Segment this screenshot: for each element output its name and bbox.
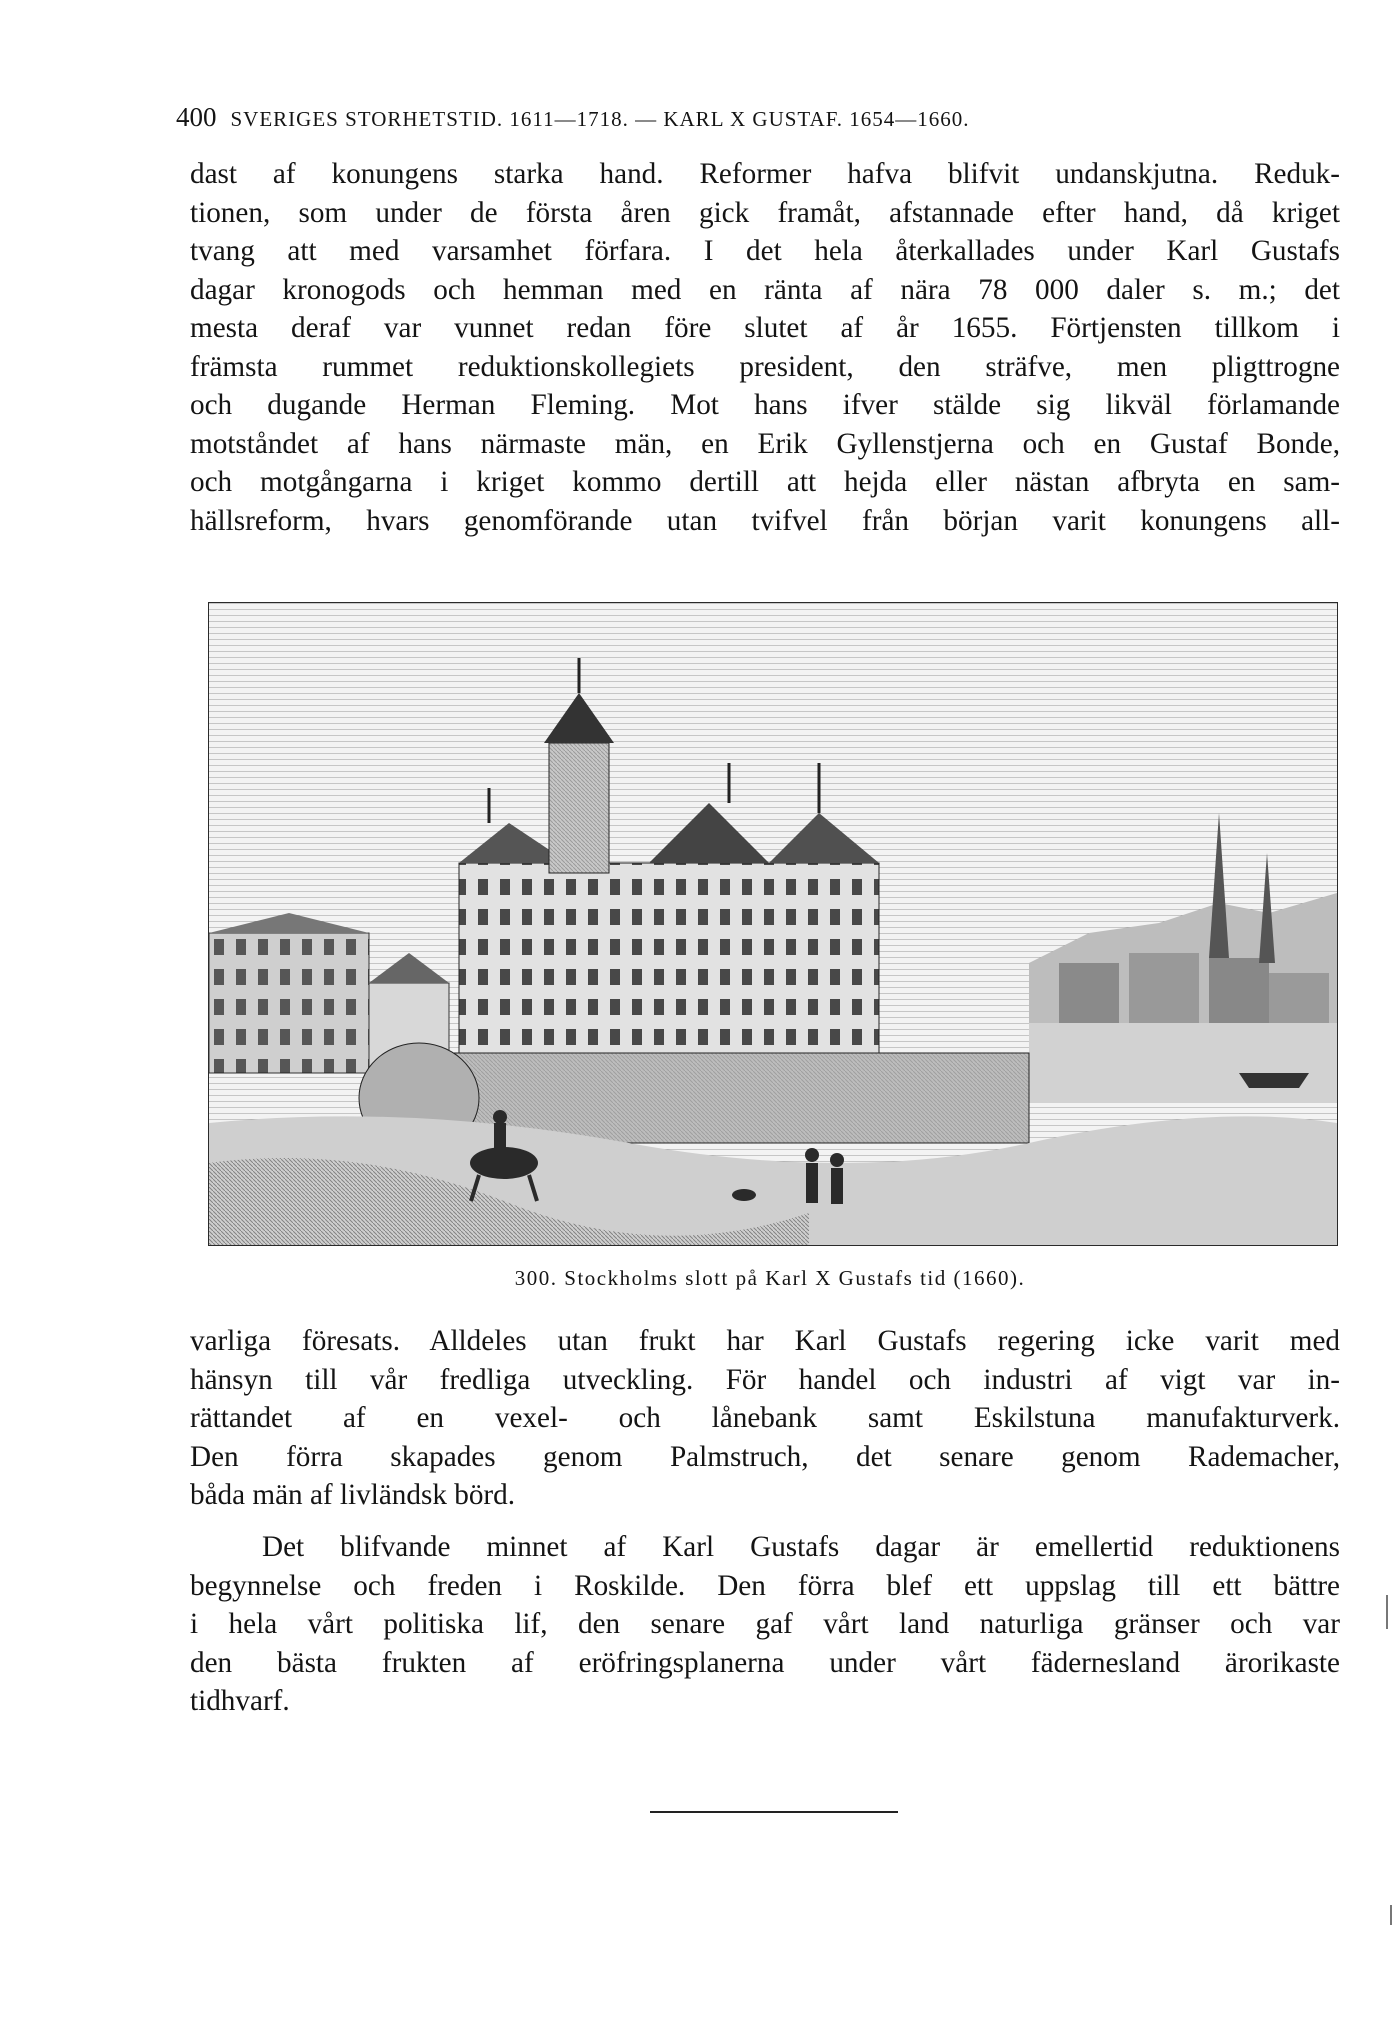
text-line: Den förra skapades genom Palmstruch, det senare genom Rademacher, <box>190 1440 1340 1473</box>
text-line: båda män af livländsk börd. <box>190 1479 516 1511</box>
paragraph-2 <box>190 1322 1340 1515</box>
text-line: och dugande Herman Fleming. Mot hans ifver stälde sig likväl förlamande <box>190 389 1340 421</box>
scan-margin-mark <box>1386 1595 1388 1629</box>
text-line: tionen, som under de första åren gick framåt, afstannade efter hand, då kriget <box>190 196 1340 229</box>
water <box>1029 1023 1337 1103</box>
text-line: tvang att med varsamhet förfara. I det hela återkallades under Karl Gustafs <box>190 235 1340 267</box>
text-line: varliga föresats. Alldeles utan frukt har Karl Gustafs regering icke varit med <box>190 1325 1340 1357</box>
text-line: dagar kronogods och hemman med en ränta af nära 78 000 daler s. m.; det <box>190 273 1340 306</box>
text-line: mesta deraf var vunnet redan före slutet af år 1655. Förtjensten tillkom i <box>190 312 1340 344</box>
text-line: dast af konungens starka hand. Reformer hafva blifvit undanskjutna. Reduk- <box>190 158 1340 190</box>
engraving-drawing <box>209 603 1337 1245</box>
text-line: hänsyn till vår fredliga utveckling. För handel och industri af vigt var in- <box>190 1363 1340 1396</box>
text-line: tidhvarf. <box>190 1685 290 1717</box>
text-line: hällsreform, hvars genomförande utan tvifvel från början varit konungens all- <box>190 504 1340 537</box>
text-line: Det blifvande minnet af Karl Gustafs dagar är emellertid reduktionens <box>262 1531 1340 1563</box>
text-line: i hela vårt politiska lif, den senare gaf vårt land naturliga gränser och var <box>190 1608 1340 1640</box>
paragraph-3 <box>190 1528 1340 1721</box>
text-line: rättandet af en vexel- och lånebank samt Eskilstuna manufakturverk. <box>190 1402 1340 1434</box>
section-end-rule <box>650 1811 898 1813</box>
text-line: den bästa frukten af eröfringsplanerna under vårt fädernesland ärorikaste <box>190 1646 1340 1679</box>
castle-illustration <box>208 602 1338 1246</box>
text-line: motståndet af hans närmaste män, en Erik Gyllenstjerna och en Gustaf Bonde, <box>190 427 1340 460</box>
figure-caption: 300. Stockholms slott på Karl X Gustafs tid (1660). <box>514 1266 1026 1290</box>
running-header <box>176 102 1256 133</box>
scan-margin-mark <box>1390 1905 1392 1925</box>
text-line: och motgångarna i kriget kommo dertill att hejda eller nästan afbryta en sam- <box>190 466 1340 498</box>
page-number: 400 <box>176 102 217 132</box>
text-line: begynnelse och freden i Roskilde. Den förra blef ett uppslag till ett bättre <box>190 1569 1340 1602</box>
running-title: SVERIGES STORHETSTID. 1611—1718. — KARL X GUSTAF. 1654—1660. <box>230 107 970 131</box>
boat <box>1239 1073 1309 1088</box>
paragraph-1 <box>190 155 1340 540</box>
text-line: främsta rummet reduktionskollegiets president, den sträfve, men pligttrogne <box>190 350 1340 383</box>
